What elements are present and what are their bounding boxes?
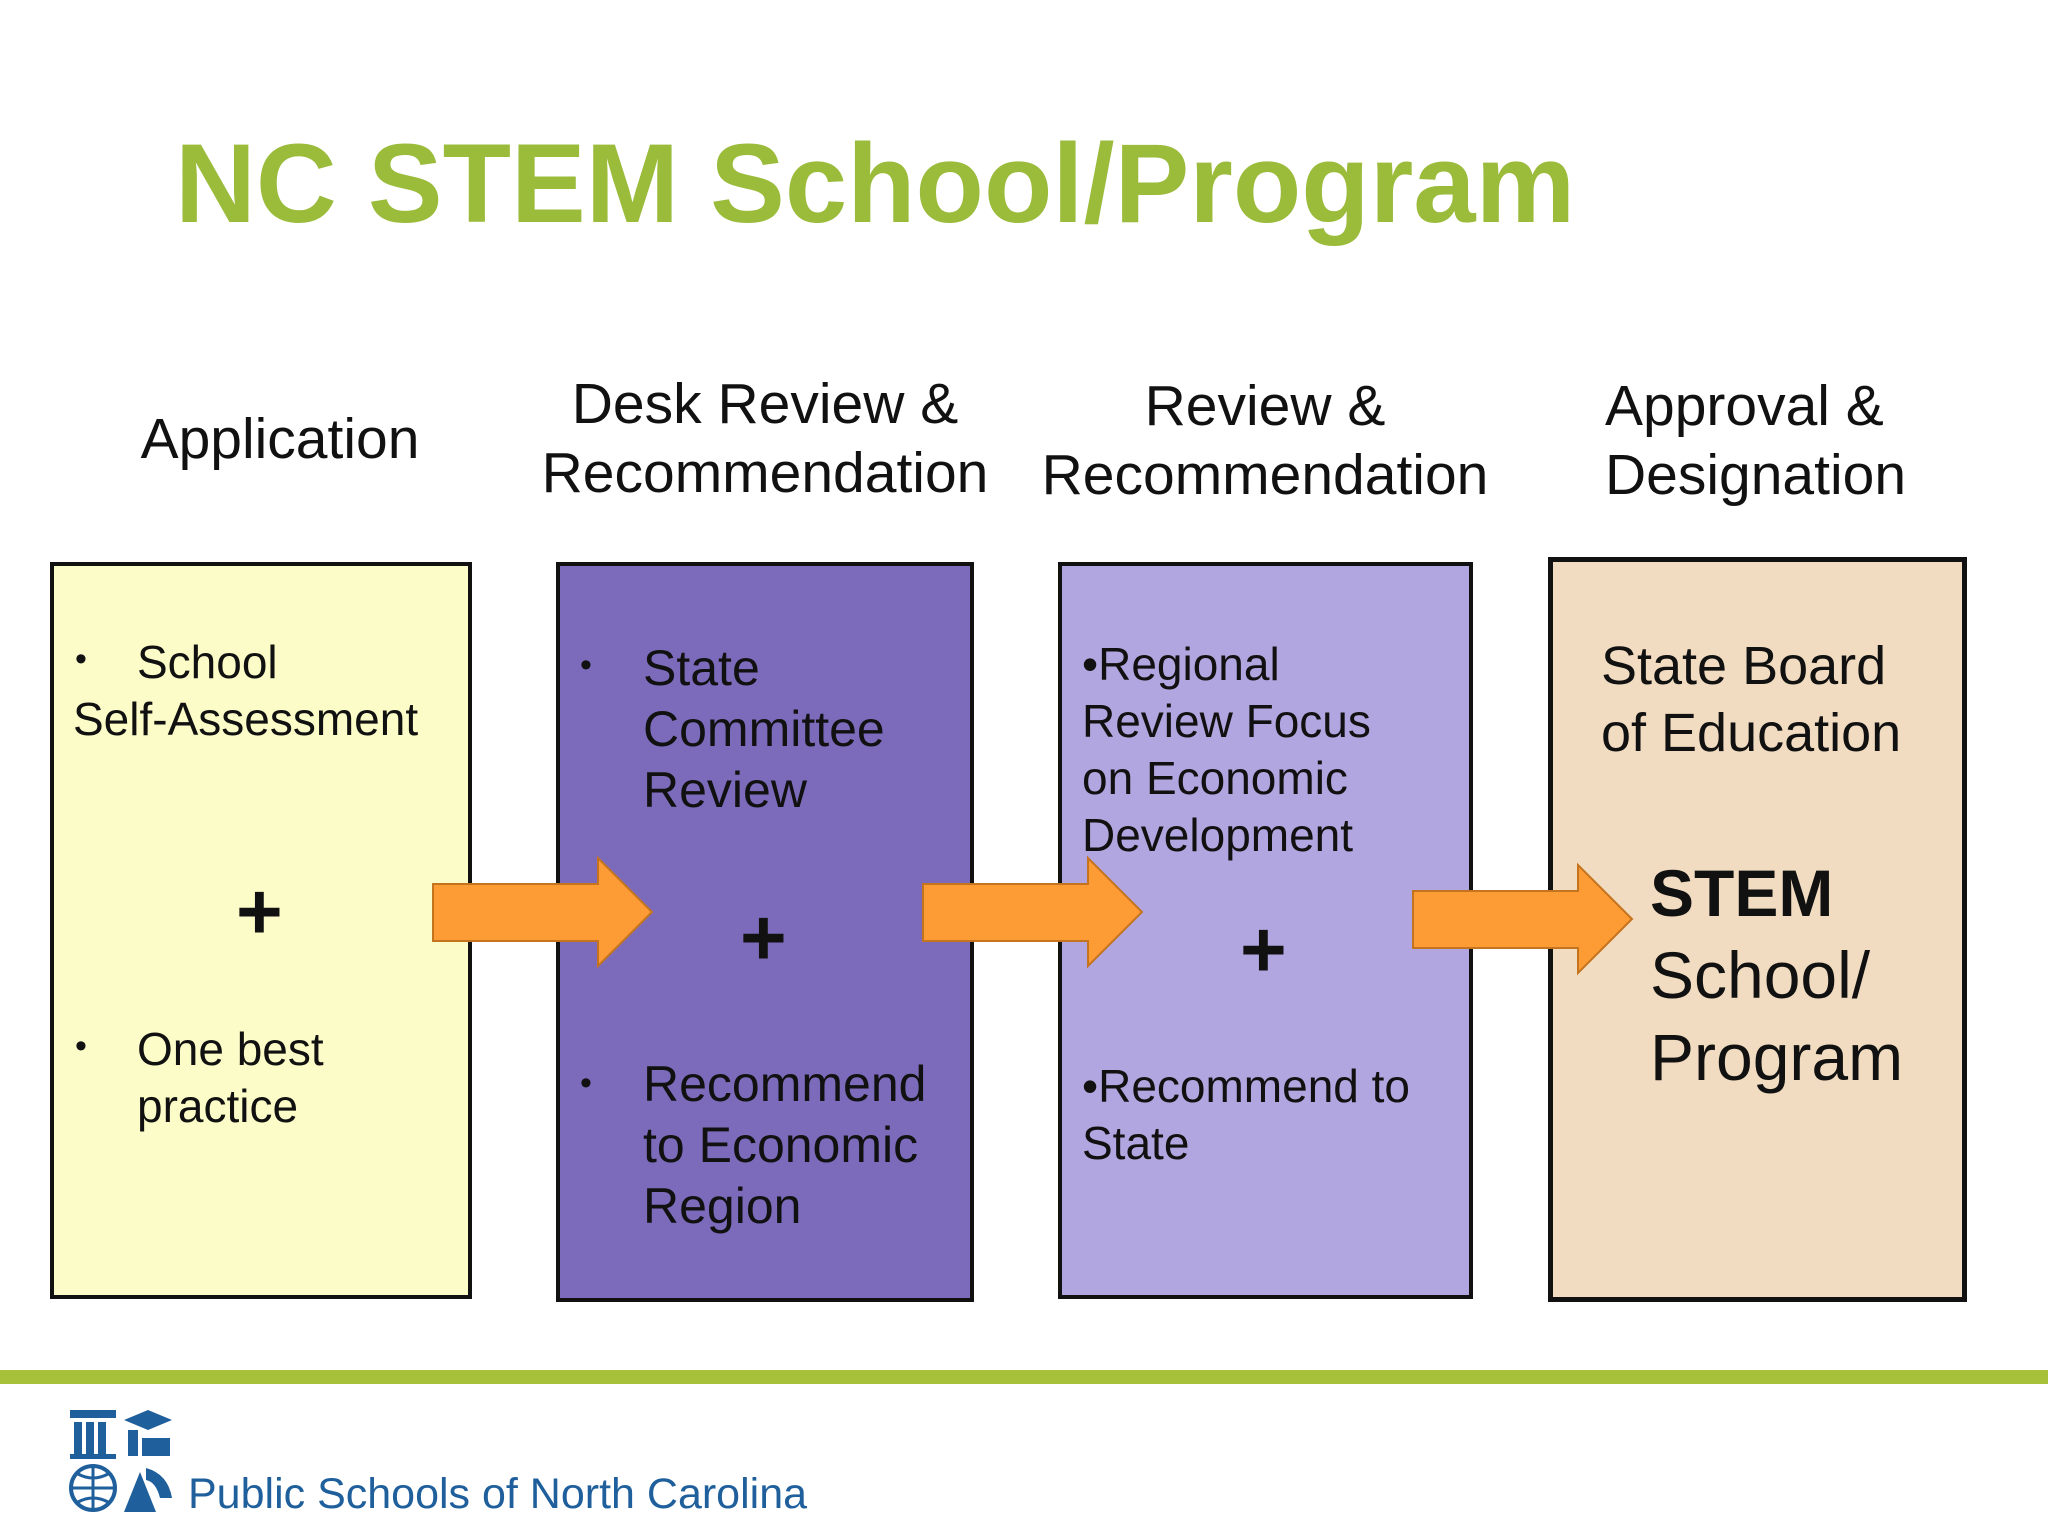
stage-heading-approval [1605,372,1915,510]
box3-item-2-line1: •Recommend to [1082,1060,1411,1112]
box4-line1: State Board [1601,636,1887,696]
heading-line: Recommendation [1041,443,1489,507]
nc-dpi-logo-icon [68,1408,174,1516]
box1-item-2-line1: One best [137,1023,324,1075]
stage-heading-application [130,405,430,474]
box1-item-1-line2: Self-Assessment [73,693,419,745]
arrow-right-icon [1410,862,1635,977]
heading-line: Review & [1144,374,1386,438]
heading-line: Approval & [1605,374,1884,438]
stage-heading-desk-review [535,370,995,508]
arrow-right-icon [430,855,655,970]
box3-item-1-line1: •Regional [1082,638,1280,690]
box2-item-1-line3: Review [643,762,807,818]
box2-item-1-line2: Committee [643,701,885,757]
box2-item-1-line1: State [643,640,760,696]
box3-item-1-line2: Review Focus [1082,695,1371,747]
box1-item-2-line2: practice [137,1080,299,1132]
arrow-right-icon [920,855,1145,970]
heading-line: Designation [1605,443,1907,507]
box3-item-2-line2: State [1082,1117,1190,1169]
organization-name: Public Schools of North Carolina [188,1470,808,1518]
plus-sign: + [236,867,283,956]
heading-line: Application [140,407,420,471]
bullet-marker: • [580,1064,592,1102]
box4-line2: of Education [1601,703,1902,763]
heading-line: Recommendation [541,441,989,505]
bullet-marker: • [580,646,592,684]
bullet-marker: • [75,1027,87,1065]
plus-sign: + [740,893,787,982]
plus-sign: + [1240,905,1287,994]
stem-label: STEM [1650,856,1834,930]
box3-item-1-line4: Development [1082,809,1354,861]
box2-item-2-line3: Region [643,1178,802,1234]
box2-item-2-line1: Recommend [643,1056,927,1112]
stage-heading-review [1035,372,1495,510]
heading-line: Desk Review & [571,372,959,436]
page-title: NC STEM School/Program [175,121,1576,246]
school-label: School/ [1650,938,1871,1012]
box2-item-2-line2: to Economic [643,1117,919,1173]
footer-divider [0,1370,2048,1384]
box3-item-1-line3: on Economic [1082,752,1348,804]
program-label: Program [1650,1020,1904,1094]
box1-item-1-line1: School [137,636,278,688]
bullet-marker: • [75,640,87,678]
